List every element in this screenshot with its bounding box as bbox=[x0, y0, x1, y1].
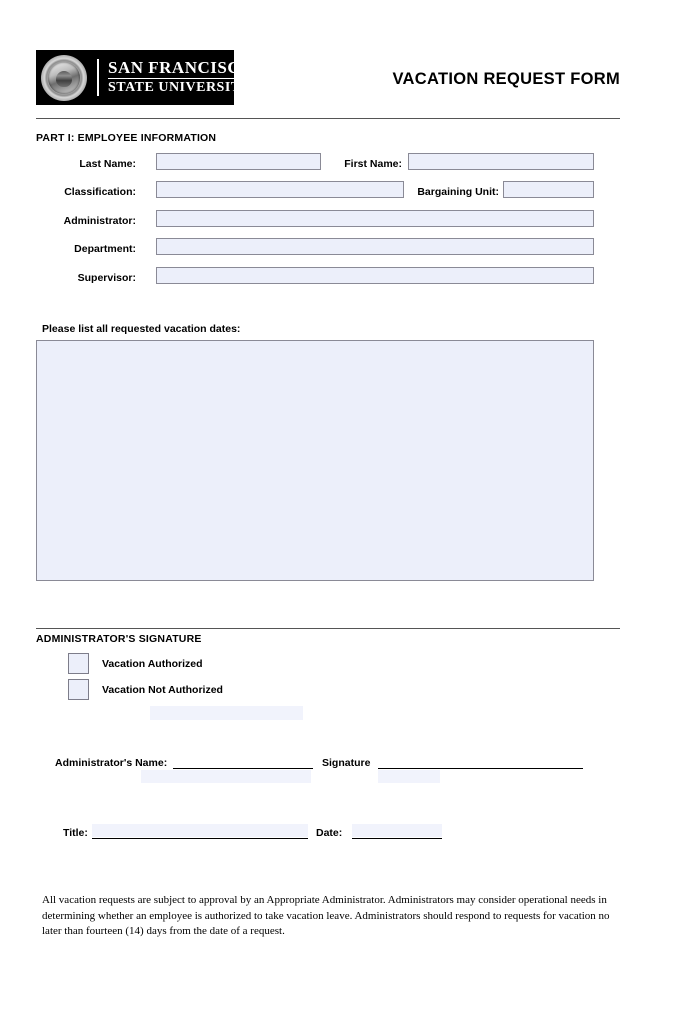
supervisor-input[interactable] bbox=[156, 267, 594, 284]
administrator-input[interactable] bbox=[156, 210, 594, 227]
administrator-name-input[interactable] bbox=[141, 770, 311, 783]
date-input[interactable] bbox=[352, 824, 442, 837]
university-logo bbox=[36, 50, 254, 105]
vacation-dates-textarea[interactable] bbox=[36, 340, 594, 581]
title-label: Title: bbox=[63, 827, 88, 839]
vacation-dates-label: Please list all requested vacation dates: bbox=[42, 323, 241, 335]
classification-input[interactable] bbox=[156, 181, 404, 198]
vacation-authorized-checkbox[interactable] bbox=[68, 653, 89, 674]
first-name-label: First Name: bbox=[344, 158, 402, 170]
date-label: Date: bbox=[316, 827, 343, 839]
vacation-authorized-label: Vacation Authorized bbox=[102, 658, 203, 670]
administrator-label: Administrator: bbox=[63, 215, 136, 227]
signature-underline bbox=[378, 768, 583, 769]
classification-label: Classification: bbox=[64, 186, 136, 198]
page-title: VACATION REQUEST FORM bbox=[392, 70, 620, 88]
signature-input[interactable] bbox=[378, 770, 440, 783]
last-name-input[interactable] bbox=[156, 153, 321, 170]
footer-disclaimer: All vacation requests are subject to approval by an Appropriate Administrator. Administrators may consider operational needs in determining whether an employee is authorized to take vacation leave. Administrators should respond to requests for vacation no later than fourteen (14) days from the date of a request. bbox=[42, 894, 610, 938]
part1-heading: PART I: EMPLOYEE INFORMATION bbox=[36, 132, 217, 144]
university-seal-icon bbox=[41, 55, 87, 101]
admin-signature-heading: ADMINISTRATOR'S SIGNATURE bbox=[36, 633, 202, 645]
title-input[interactable] bbox=[92, 824, 308, 837]
signature-section-divider bbox=[36, 628, 620, 629]
title-underline bbox=[92, 838, 308, 839]
university-name-line1: SAN FRANCISCO bbox=[108, 58, 254, 78]
last-name-label: Last Name: bbox=[79, 158, 136, 170]
header-divider bbox=[36, 118, 620, 119]
administrator-name-underline bbox=[173, 768, 313, 769]
first-name-input[interactable] bbox=[408, 153, 594, 170]
university-name-line2: STATE UNIVERSITY bbox=[108, 80, 252, 96]
supervisor-label: Supervisor: bbox=[77, 272, 136, 284]
signature-label: Signature bbox=[322, 757, 371, 769]
form-header bbox=[36, 50, 620, 106]
department-label: Department: bbox=[74, 243, 136, 255]
department-input[interactable] bbox=[156, 238, 594, 255]
bargaining-unit-input[interactable] bbox=[503, 181, 594, 198]
vacation-not-authorized-label: Vacation Not Authorized bbox=[102, 684, 223, 696]
admin-comment-input[interactable] bbox=[150, 706, 303, 720]
vacation-not-authorized-checkbox[interactable] bbox=[68, 679, 89, 700]
administrator-name-label: Administrator's Name: bbox=[55, 757, 168, 769]
university-wordmark bbox=[97, 59, 254, 96]
date-underline bbox=[352, 838, 442, 839]
bargaining-unit-label: Bargaining Unit: bbox=[417, 186, 499, 198]
